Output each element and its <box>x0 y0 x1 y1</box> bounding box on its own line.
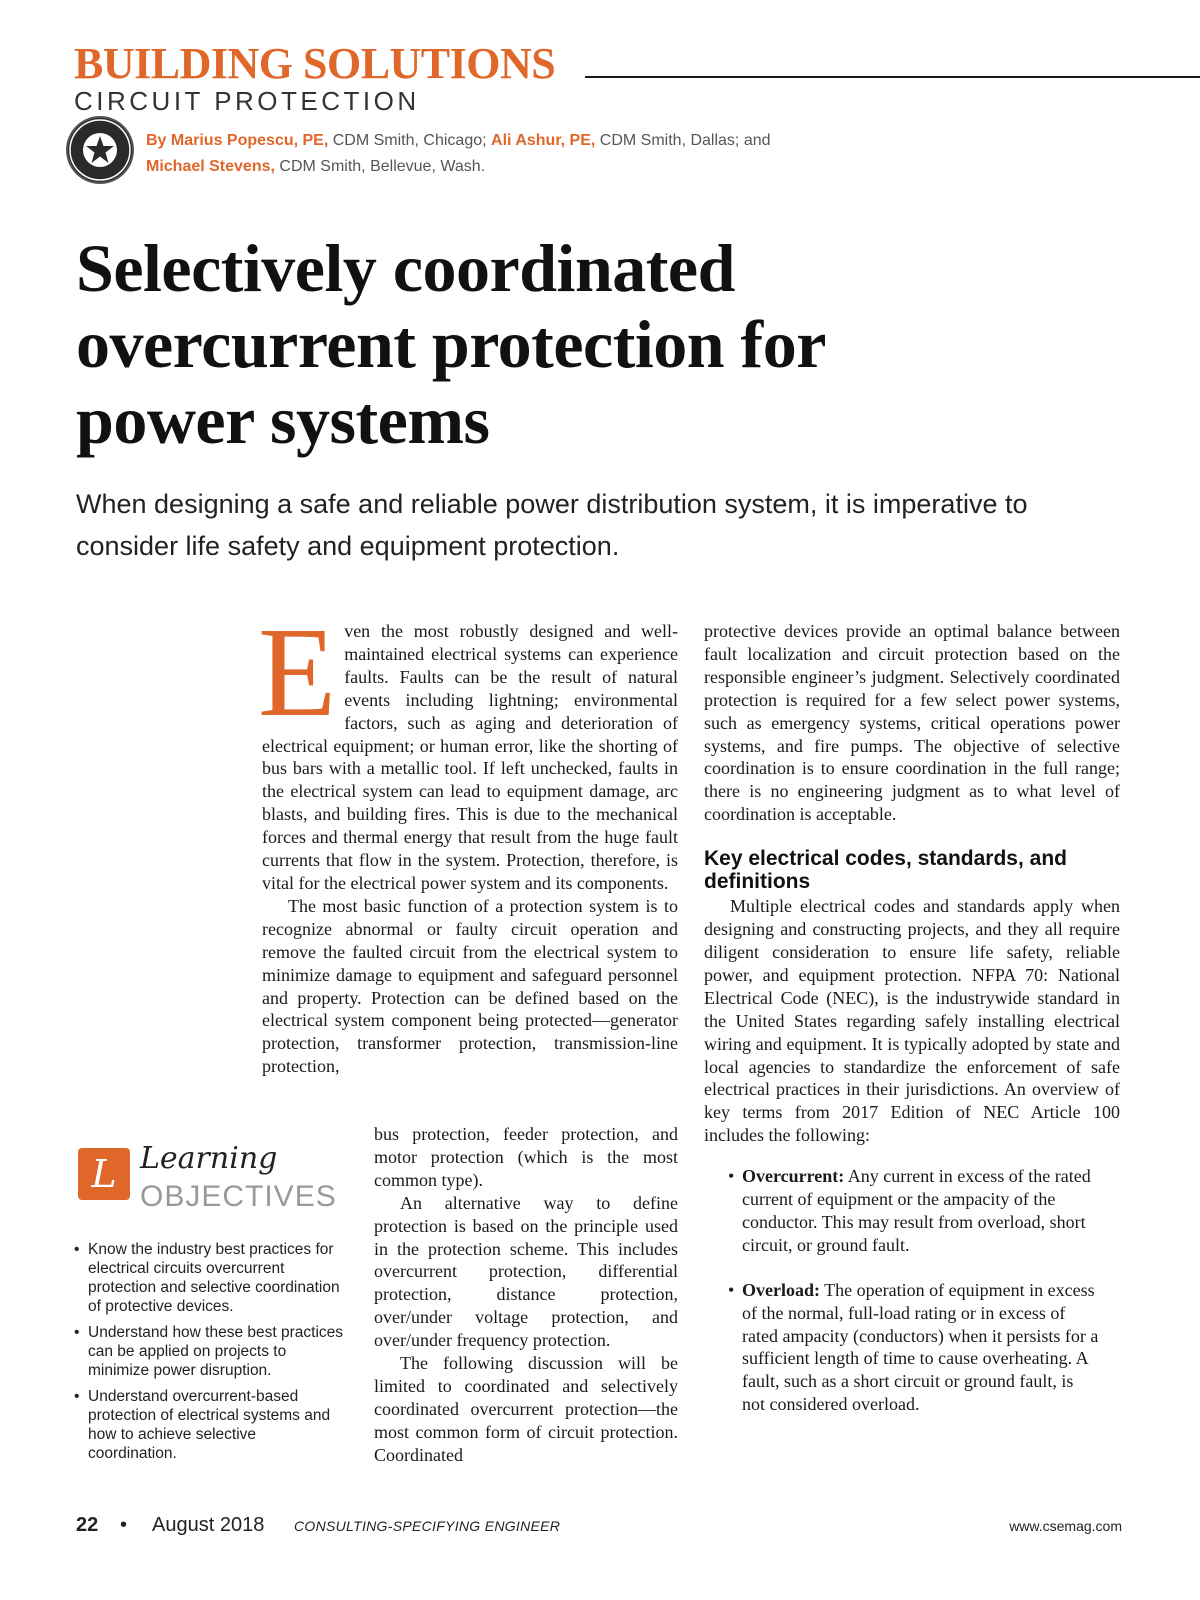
drop-cap: E <box>258 601 337 743</box>
paragraph-4: The following discussion will be limited to coordinated and selectively coordinated overcurrent protection—the most common form of circuit protection. Coordinated <box>374 1353 678 1465</box>
paragraph-5: protective devices provide an optimal balance between fault localization and circuit protection based on the responsible engineer’s judgment. Selectively coordinated protection is required for a few select power systems, such as emergency systems, critical operations power systems, and fire pumps. The objective of selective coordination is to ensure coordination in the full range; there is no engineering judgment as to what level of coordination is acceptable. <box>704 621 1120 825</box>
byline-line-2 <box>146 154 946 180</box>
learning-objective-item: • Know the industry best practices for electrical circuits overcurrent protection and selective coordination of protective devices. <box>74 1240 344 1316</box>
byline <box>146 128 946 180</box>
learning-objectives-subtitle: OBJECTIVES <box>140 1180 337 1213</box>
paragraph-1 <box>258 601 678 895</box>
byline-line-1 <box>146 128 946 154</box>
footer-bullet: • <box>120 1514 128 1536</box>
definition-item <box>704 1165 1120 1257</box>
article-deck: When designing a safe and reliable power distribution system, it is imperative to consider life safety and equipment protection. <box>76 489 1028 561</box>
affiliation-1: CDM Smith, Chicago; <box>328 132 492 149</box>
paragraph-3: An alternative way to define protection is based on the principle used in the protection scheme. This includes overcurrent protection, differential protection, distance protection, over/under voltage protection, and over/under frequency protection. <box>374 1192 678 1351</box>
paragraph-1-text: ven the most robustly designed and well-maintained electrical systems can experience faults. Faults can be the result of natural events including lightning; environmental factors, such as aging and deterioration of electrical equipment; or human error, like the shorting of bus bars with a metallic tool. If left unchecked, faults in the electrical system can lead to equipment damage, arc blasts, and building fires. This is due to the mechanical forces and thermal energy that result from the huge fault currents that flow in the system. Protection, therefore, is vital for the electrical power system and its components. <box>262 621 678 893</box>
definition-text: Any current in excess of the rated current of equipment or the ampacity of the conductor. This may result from overload, short circuit, or ground fault. <box>742 1166 1091 1255</box>
section-title: BUILDING SOLUTIONS <box>74 39 556 88</box>
definition-text: The operation of equipment in excess of the normal, full-load rating or in excess of rated ampacity (conductors) when it persists for a sufficient length of time to cause overheating. A fault, such as a short circuit or ground fault, is not considered overload. <box>742 1279 1099 1415</box>
learning-objective-item: • Understand overcurrent-based protection of electrical systems and how to achieve selective coordination. <box>74 1387 344 1463</box>
paragraph-6: Multiple electrical codes and standards apply when designing and constructing projects, and they all require diligent consideration to ensure life safety, reliable power, and equipment protection. NFPA 70: National Electrical Code (NEC), is the industrywide standard in the United States regarding safely installing electrical wiring and equipment. It is typically adopted by state and local agencies to standardize the enforcement of safe electrical practices in their jurisdictions. An overview of key terms from 2017 Edition of NEC Article 100 includes the following: <box>704 896 1120 1146</box>
page-number: 22 <box>76 1514 99 1536</box>
article-column-2 <box>704 620 1120 1438</box>
author-1: Marius Popescu, PE, <box>170 132 329 149</box>
section-subhead: Key electrical codes, standards, and definitions <box>704 847 1067 894</box>
definition-term: Overload: <box>742 1279 820 1300</box>
peer-reviewed-badge-icon <box>68 118 132 182</box>
author-2: Ali Ashur, PE, <box>491 132 596 149</box>
bullet-icon: • <box>728 1166 735 1187</box>
bullet-icon: • <box>728 1279 735 1300</box>
affiliation-3: CDM Smith, Bellevue, Wash. <box>274 158 486 175</box>
magazine-name: CONSULTING-SPECIFYING ENGINEER <box>294 1518 561 1534</box>
learning-objectives-title: Learning <box>140 1141 278 1176</box>
learning-objectives-logo-icon: L <box>78 1148 130 1200</box>
section-subtitle: CIRCUIT PROTECTION <box>74 86 420 116</box>
author-3: Michael Stevens, <box>146 158 275 175</box>
learning-objective-item: • Understand how these best practices can be applied on projects to minimize power disruption. <box>74 1323 344 1380</box>
article-headline: Selectively coordinated overcurrent protection for power systems <box>76 230 825 458</box>
issue-date: August 2018 <box>152 1514 265 1536</box>
article-column-1-continued <box>374 1123 678 1467</box>
magazine-url[interactable]: www.csemag.com <box>1009 1518 1122 1534</box>
definition-item <box>704 1279 1120 1416</box>
paragraph-2-continued: bus protection, feeder protection, and motor protection (which is the most common type). <box>374 1124 678 1190</box>
paragraph-2: The most basic function of a protection system is to recognize abnormal or faulty circuit operation and remove the faulted circuit from the electrical system to minimize damage to equipment and safeguard personnel and property. Protection can be defined based on the electrical system component being protected—generator protection, transformer protection, transmission-line protection, <box>262 895 678 1077</box>
affiliation-2: CDM Smith, Dallas; and <box>595 132 771 149</box>
byline-prefix: By <box>146 132 171 149</box>
article-column-1 <box>258 601 678 1078</box>
definition-list <box>704 1165 1120 1416</box>
header-rule <box>585 76 1200 78</box>
learning-objectives-list <box>74 1240 344 1470</box>
definition-term: Overcurrent: <box>742 1166 845 1187</box>
